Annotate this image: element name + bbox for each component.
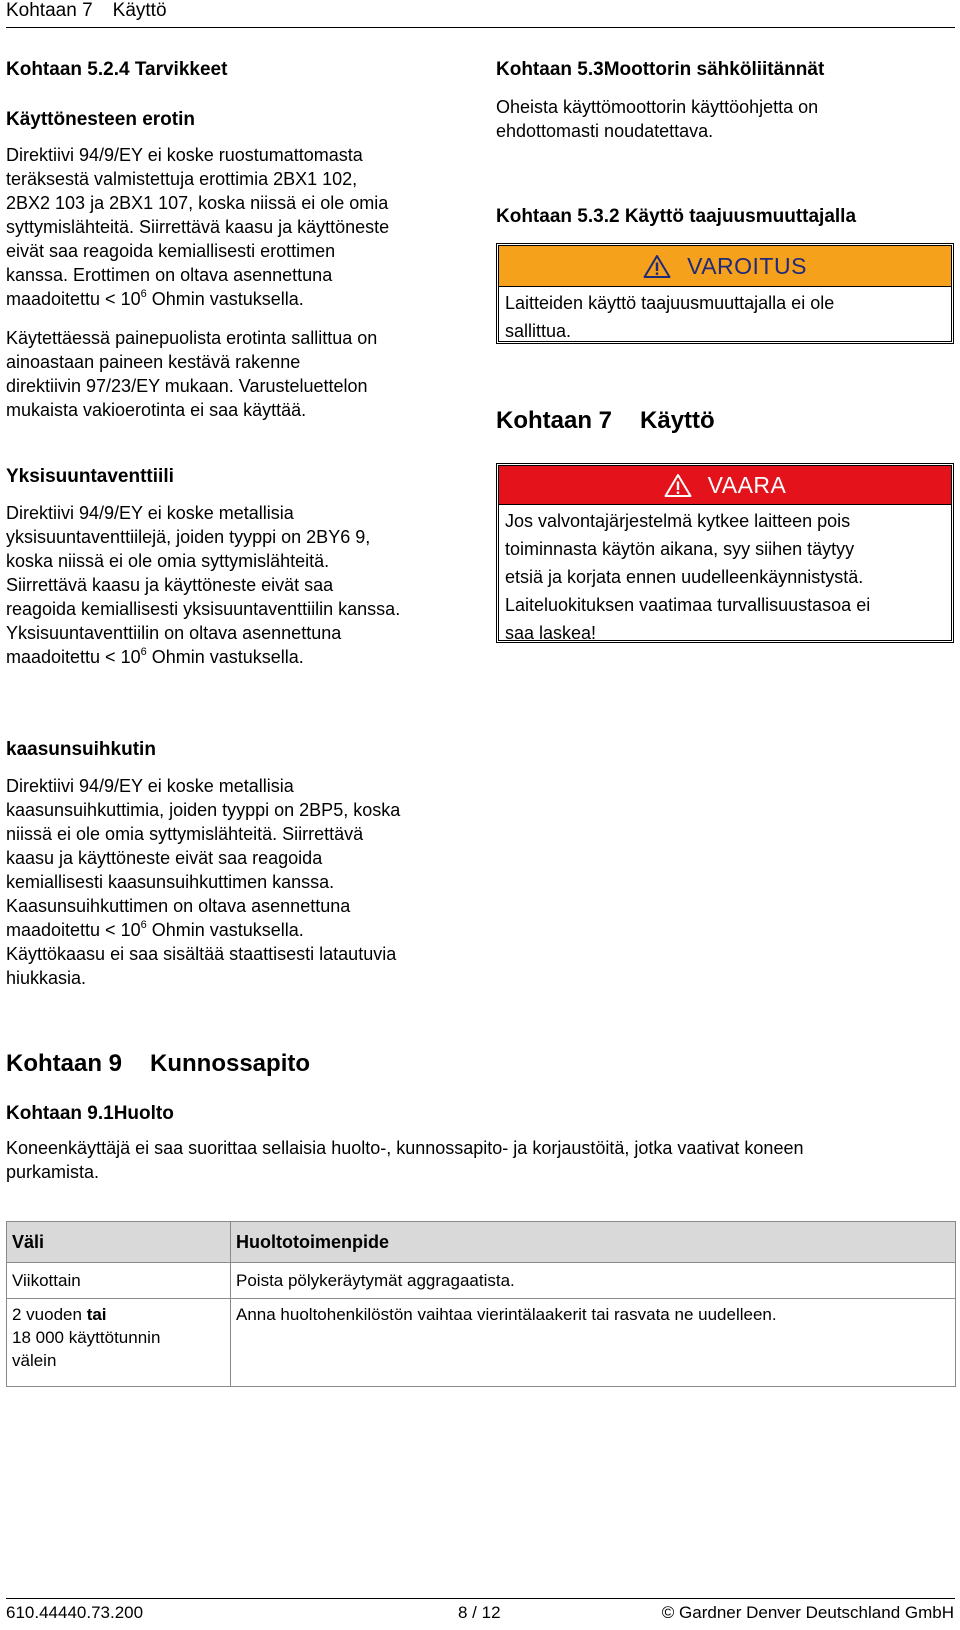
- footer-rule: [6, 1598, 955, 1599]
- text-line: hiukkasia.: [6, 968, 87, 988]
- text-line: Yksisuuntaventtiilin on oltava asennettuna: [6, 623, 342, 643]
- section-title: Kunnossapito: [150, 1050, 311, 1077]
- text-line: sallittua.: [505, 321, 572, 341]
- header-section: Kohtaan 7: [6, 0, 93, 21]
- text-fragment: Ohmin vastuksella.: [146, 289, 304, 309]
- text-line: reagoida kemiallisesti yksisuuntaventtiilin kanssa.: [6, 599, 401, 619]
- text-fragment: tai: [86, 1305, 107, 1324]
- text-line: syttymislähteitä. Siirrettävä kaasu ja käyttöneste: [6, 217, 390, 237]
- section-5-2-4-heading: Kohtaan 5.2.4 Tarvikkeet: [6, 59, 228, 80]
- text-line: niissä ei ole omia syttymislähteitä. Siirrettävä: [6, 824, 364, 844]
- text-line: saa laskea!: [505, 623, 597, 643]
- footer-copyright: © Gardner Denver Deutschland GmbH: [661, 1603, 954, 1622]
- text-fragment: 2 vuoden: [12, 1305, 87, 1324]
- table-header-cell: Väli: [7, 1222, 231, 1263]
- text-line: Käytettäessä painepuolista erotinta sallittua on: [6, 328, 378, 348]
- table-cell: Viikottain: [7, 1263, 231, 1299]
- text-line: etsiä ja korjata ennen uudelleenkäynnistystä.: [505, 567, 864, 587]
- warning-triangle-icon: [643, 254, 671, 279]
- text-line: ainoastaan paineen kestävä rakenne: [6, 352, 301, 372]
- section-title: Käyttö: [640, 407, 715, 434]
- text-line: [6, 918, 476, 942]
- text-line: välein: [12, 1351, 57, 1370]
- text-line: 2BX2 103 ja 2BX1 107, koska niissä ei ole omia: [6, 193, 389, 213]
- danger-body: [499, 505, 951, 649]
- footer-doc-number: 610.44440.73.200: [6, 1603, 144, 1622]
- danger-header: [499, 466, 951, 505]
- text-line: teräksestä valmistettuja erottimia 2BX1 102,: [6, 169, 358, 189]
- section-9-1-paragraph: [6, 1136, 955, 1184]
- text-line: Direktiivi 94/9/EY ei koske metallisia: [6, 503, 294, 523]
- danger-paragraph-1: [505, 509, 945, 589]
- erotin-paragraph-2: [6, 326, 476, 422]
- text-line: kaasunsuihkuttimia, joiden tyyppi on 2BP5, koska: [6, 800, 401, 820]
- table-cell: [7, 1299, 231, 1387]
- text-line: eivät saa reagoida kemiallisesti erottimen: [6, 241, 336, 261]
- superscript: 6: [140, 646, 147, 658]
- danger-triangle-icon: [664, 473, 692, 498]
- section-7-heading: [496, 406, 954, 436]
- suihkutin-paragraph: [6, 774, 476, 990]
- erotin-paragraph-1: [6, 143, 476, 311]
- text-line: toiminnasta käytön aikana, syy siihen täytyy: [505, 539, 855, 559]
- danger-box: [496, 463, 954, 643]
- text-line: [6, 645, 476, 669]
- text-line: Direktiivi 94/9/EY ei koske metallisia: [6, 776, 294, 796]
- suihkutin-heading: kaasunsuihkutin: [6, 739, 156, 760]
- header-rule: [6, 27, 955, 28]
- text-line: [12, 1303, 225, 1326]
- superscript: 6: [140, 288, 147, 300]
- warning-word: VAROITUS: [687, 252, 807, 279]
- section-number: Kohtaan 7: [496, 407, 613, 434]
- text-line: [6, 287, 476, 311]
- text-line: Koneenkäyttäjä ei saa suorittaa sellaisia huolto-, kunnossapito- ja korjaustöitä, jotka vaativat koneen: [6, 1138, 804, 1158]
- section-9-1-heading: Kohtaan 9.1Huolto: [6, 1103, 174, 1124]
- warning-body: [499, 287, 951, 347]
- danger-paragraph-2: [505, 593, 945, 645]
- text-line: ehdottomasti noudatettava.: [496, 121, 714, 141]
- section-5-3-2-heading: Kohtaan 5.3.2 Käyttö taajuusmuuttajalla: [496, 206, 857, 227]
- text-line: Jos valvontajärjestelmä kytkee laitteen pois: [505, 511, 851, 531]
- maintenance-table: [6, 1221, 956, 1387]
- table-row: [7, 1263, 956, 1299]
- danger-word: VAARA: [707, 471, 787, 498]
- text-fragment: Ohmin vastuksella.: [146, 647, 304, 667]
- venttiili-paragraph: [6, 501, 476, 669]
- table-row: [7, 1299, 956, 1387]
- text-line: Oheista käyttömoottorin käyttöohjetta on: [496, 97, 819, 117]
- section-5-3-paragraph: [496, 95, 954, 143]
- text-line: direktiivin 97/23/EY mukaan. Varusteluettelon: [6, 376, 368, 396]
- table-cell: Anna huoltohenkilöstön vaihtaa vierintälaakerit tai rasvata ne uudelleen.: [231, 1299, 956, 1387]
- footer-page-number: 8 / 12: [458, 1603, 501, 1622]
- text-line: koska niissä ei ole omia syttymislähteitä.: [6, 551, 330, 571]
- table-header-row: [7, 1222, 956, 1263]
- text-fragment: maadoitettu < 10: [6, 647, 141, 667]
- text-line: kaasu ja käyttöneste eivät saa reagoida: [6, 848, 323, 868]
- text-line: 18 000 käyttötunnin: [12, 1328, 161, 1347]
- text-line: Laiteluokituksen vaatimaa turvallisuustasoa ei: [505, 595, 871, 615]
- text-line: kanssa. Erottimen on oltava asennettuna: [6, 265, 333, 285]
- text-line: Laitteiden käyttö taajuusmuuttajalla ei ole: [505, 293, 835, 313]
- text-line: kemiallisesti kaasunsuihkuttimen kanssa.: [6, 872, 335, 892]
- text-fragment: maadoitettu < 10: [6, 289, 141, 309]
- section-9-heading: [6, 1049, 310, 1079]
- text-line: Käyttökaasu ei saa sisältää staattisesti latautuvia: [6, 944, 397, 964]
- table-cell: Poista pölykeräytymät aggragaatista.: [231, 1263, 956, 1299]
- warning-box: [496, 243, 954, 344]
- text-fragment: maadoitettu < 10: [6, 920, 141, 940]
- text-fragment: Ohmin vastuksella.: [146, 920, 304, 940]
- venttiili-heading: Yksisuuntaventtiili: [6, 466, 174, 487]
- text-line: Siirrettävä kaasu ja käyttöneste eivät saa: [6, 575, 334, 595]
- warning-header: [499, 246, 951, 287]
- text-line: mukaista vakioerotinta ei saa käyttää.: [6, 400, 307, 420]
- erotin-heading: Käyttönesteen erotin: [6, 109, 195, 130]
- table-header-cell: Huoltotoimenpide: [231, 1222, 956, 1263]
- text-line: yksisuuntaventtiilejä, joiden tyyppi on 2BY6 9,: [6, 527, 371, 547]
- text-line: purkamista.: [6, 1162, 100, 1182]
- header-title: Käyttö: [112, 0, 167, 21]
- text-line: Kaasunsuihkuttimen on oltava asennettuna: [6, 896, 351, 916]
- page-header: [6, 0, 167, 22]
- section-5-3-heading: Kohtaan 5.3Moottorin sähköliitännät: [496, 59, 825, 80]
- text-line: Direktiivi 94/9/EY ei koske ruostumattomasta: [6, 145, 363, 165]
- superscript: 6: [140, 919, 147, 931]
- section-number: Kohtaan 9: [6, 1050, 123, 1077]
